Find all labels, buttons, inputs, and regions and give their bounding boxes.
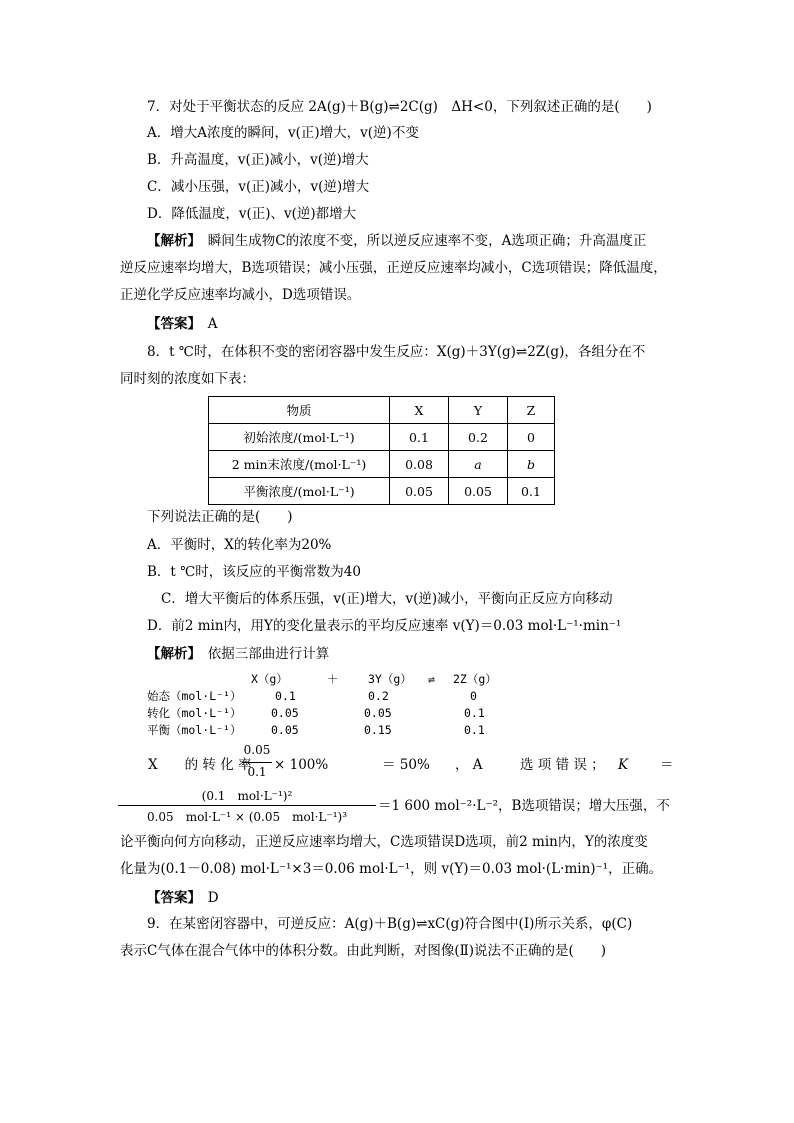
q7-option-a: A．增大A浓度的瞬间，v(正)增大，v(逆)不变 [147, 125, 419, 141]
q8-option-c: C．增大平衡后的体系压强，v(正)增大，v(逆)减小，平衡向正反应方向移动 [161, 591, 613, 607]
table-cell: a [449, 451, 508, 478]
table-cell: 0 [508, 424, 555, 451]
concentration-table [208, 396, 555, 505]
k-symbol: K [618, 757, 629, 773]
table-cell: 0.08 [390, 451, 449, 478]
calc-cell: 0.1 [464, 706, 485, 720]
table-row [209, 424, 555, 451]
k-equals: ＝ [660, 757, 674, 773]
analysis-tag: 【解析】 [147, 233, 195, 249]
calc-cell: 0.2 [368, 689, 389, 703]
q7-analysis-line2: 逆反应速率均增大，B选项错误；减小压强，正逆反应速率均减小，C选项错误；降低温度， [120, 260, 667, 276]
calc-cell: 0.05 [271, 723, 299, 737]
q8-analysis-line: 论平衡向何方向移动，正逆反应速率均增大，C选项错误D选项，前2 min内，Y的浓度变 [120, 834, 648, 850]
calc-row-label: 始态（mol·L⁻¹） [147, 689, 242, 703]
q7-analysis-line1: 【解析】 瞬间生成物C的浓度不变，所以逆反应速率不变，A选项正确；升高温度正 [147, 233, 647, 249]
q8-analysis-intro: 【解析】 依据三部曲进行计算 [147, 646, 330, 662]
table-row [209, 478, 555, 505]
conversion-tail: ， A [455, 757, 483, 773]
fraction-bar [242, 762, 272, 763]
table-cell: 0.05 [390, 478, 449, 505]
table-row [209, 397, 555, 424]
answer-tag: 【答案】 [147, 890, 195, 906]
equilibrium-arrow-icon: ⇌ [388, 99, 400, 115]
table-cell: 0.2 [449, 424, 508, 451]
conversion-label: X 的 转 化 率 [148, 757, 252, 773]
calc-y-header: 3Y（g） [368, 672, 412, 686]
table-cell: 0.05 [449, 478, 508, 505]
table-header-cell: Z [508, 397, 555, 424]
calc-row-label: 转化（mol·L⁻¹） [147, 706, 242, 720]
table-cell: b [508, 451, 555, 478]
table-header-cell: X [390, 397, 449, 424]
table-row [209, 451, 555, 478]
table-cell: 2 min末浓度/(mol·L⁻¹) [209, 451, 390, 478]
q8-prompt: 下列说法正确的是( ) [147, 509, 293, 525]
fraction-bar [118, 805, 376, 806]
calc-cell: 0.1 [464, 723, 485, 737]
calc-cell: 0 [470, 689, 477, 703]
calc-row-label: 平衡（mol·L⁻¹） [147, 723, 242, 737]
q7-option-b: B．升高温度，v(正)减小，v(逆)增大 [147, 152, 369, 168]
table-header-cell: 物质 [209, 397, 390, 424]
table-cell: 初始浓度/(mol·L⁻¹) [209, 424, 390, 451]
table-cell: 平衡浓度/(mol·L⁻¹) [209, 478, 390, 505]
conversion-tail-b: 选 项 错 误 ； [520, 757, 605, 773]
q8-stem-line2: 同时刻的浓度如下表： [120, 371, 255, 387]
q8-option-a: A．平衡时，X的转化率为20% [147, 537, 332, 553]
table-cell: 0.1 [508, 478, 555, 505]
calc-plus: ＋ [327, 672, 339, 686]
conversion-multiplier: × 100% [274, 757, 329, 773]
q8-analysis-line: 化量为(0.1－0.08) mol·L⁻¹×3＝0.06 mol·L⁻¹，则 v(Y)＝0.03 mol·(L·min)⁻¹，正确。 [120, 861, 663, 877]
calc-cell: 0.05 [364, 706, 392, 720]
analysis-tag: 【解析】 [147, 646, 195, 662]
q8-stem-line1: 8．t ℃时，在体积不变的密闭容器中发生反应：X(g)＋3Y(g)⇌2Z(g)，各组分在不 [147, 344, 646, 360]
q8-option-d: D．前2 min内，用Y的变化量表示的平均反应速率 v(Y)＝0.03 mol·L⁻¹·min⁻¹ [147, 618, 622, 634]
calc-cell: 0.1 [275, 689, 296, 703]
answer-tag: 【答案】 [147, 316, 195, 332]
q7-option-c: C．减小压强，v(正)减小，v(逆)增大 [147, 179, 370, 195]
q8-answer: 【答案】 D [147, 890, 219, 906]
conversion-numerator: 0.05 [243, 743, 271, 757]
k-denominator: 0.05 mol·L⁻¹ × (0.05 mol·L⁻¹)³ [146, 810, 348, 824]
q8-option-b: B．t ℃时，该反应的平衡常数为40 [147, 564, 361, 580]
equilibrium-arrow-icon: ⇌ [515, 344, 528, 360]
k-result: ＝1 600 mol⁻²·L⁻²，B选项错误；增大压强，不 [378, 798, 670, 814]
q7-answer: 【答案】 A [147, 316, 218, 332]
calc-x-header: X（g） [251, 672, 288, 686]
q9-stem-line1: 9．在某密闭容器中，可逆反应：A(g)＋B(g)⇌xC(g)符合图中(Ⅰ)所示关系，φ(C) [147, 916, 633, 932]
q9-stem-line2: 表示C气体在混合气体中的体积分数。由此判断，对图像(Ⅱ)说法不正确的是( ) [120, 943, 607, 959]
conversion-result: ＝ 50% [382, 757, 430, 773]
k-numerator: (0.1 mol·L⁻¹)² [201, 789, 293, 803]
table-header-cell: Y [449, 397, 508, 424]
table-cell: 0.1 [390, 424, 449, 451]
q7-analysis-line3: 正逆化学反应速率均减小，D选项错误。 [120, 287, 361, 303]
calc-cell: 0.15 [364, 723, 392, 737]
calc-cell: 0.05 [271, 706, 299, 720]
calc-z-header: 2Z（g） [453, 672, 497, 686]
q7-stem: 7．对处于平衡状态的反应 2A(g)＋B(g)⇌2C(g) ΔH<0，下列叙述正确的是( ) [147, 99, 652, 115]
conversion-denominator: 0.1 [247, 765, 267, 779]
equilibrium-arrow-icon: ⇌ [416, 916, 428, 932]
q7-option-d: D．降低温度，v(正)、v(逆)都增大 [147, 206, 357, 222]
equilibrium-arrow-icon: ⇌ [428, 672, 435, 686]
